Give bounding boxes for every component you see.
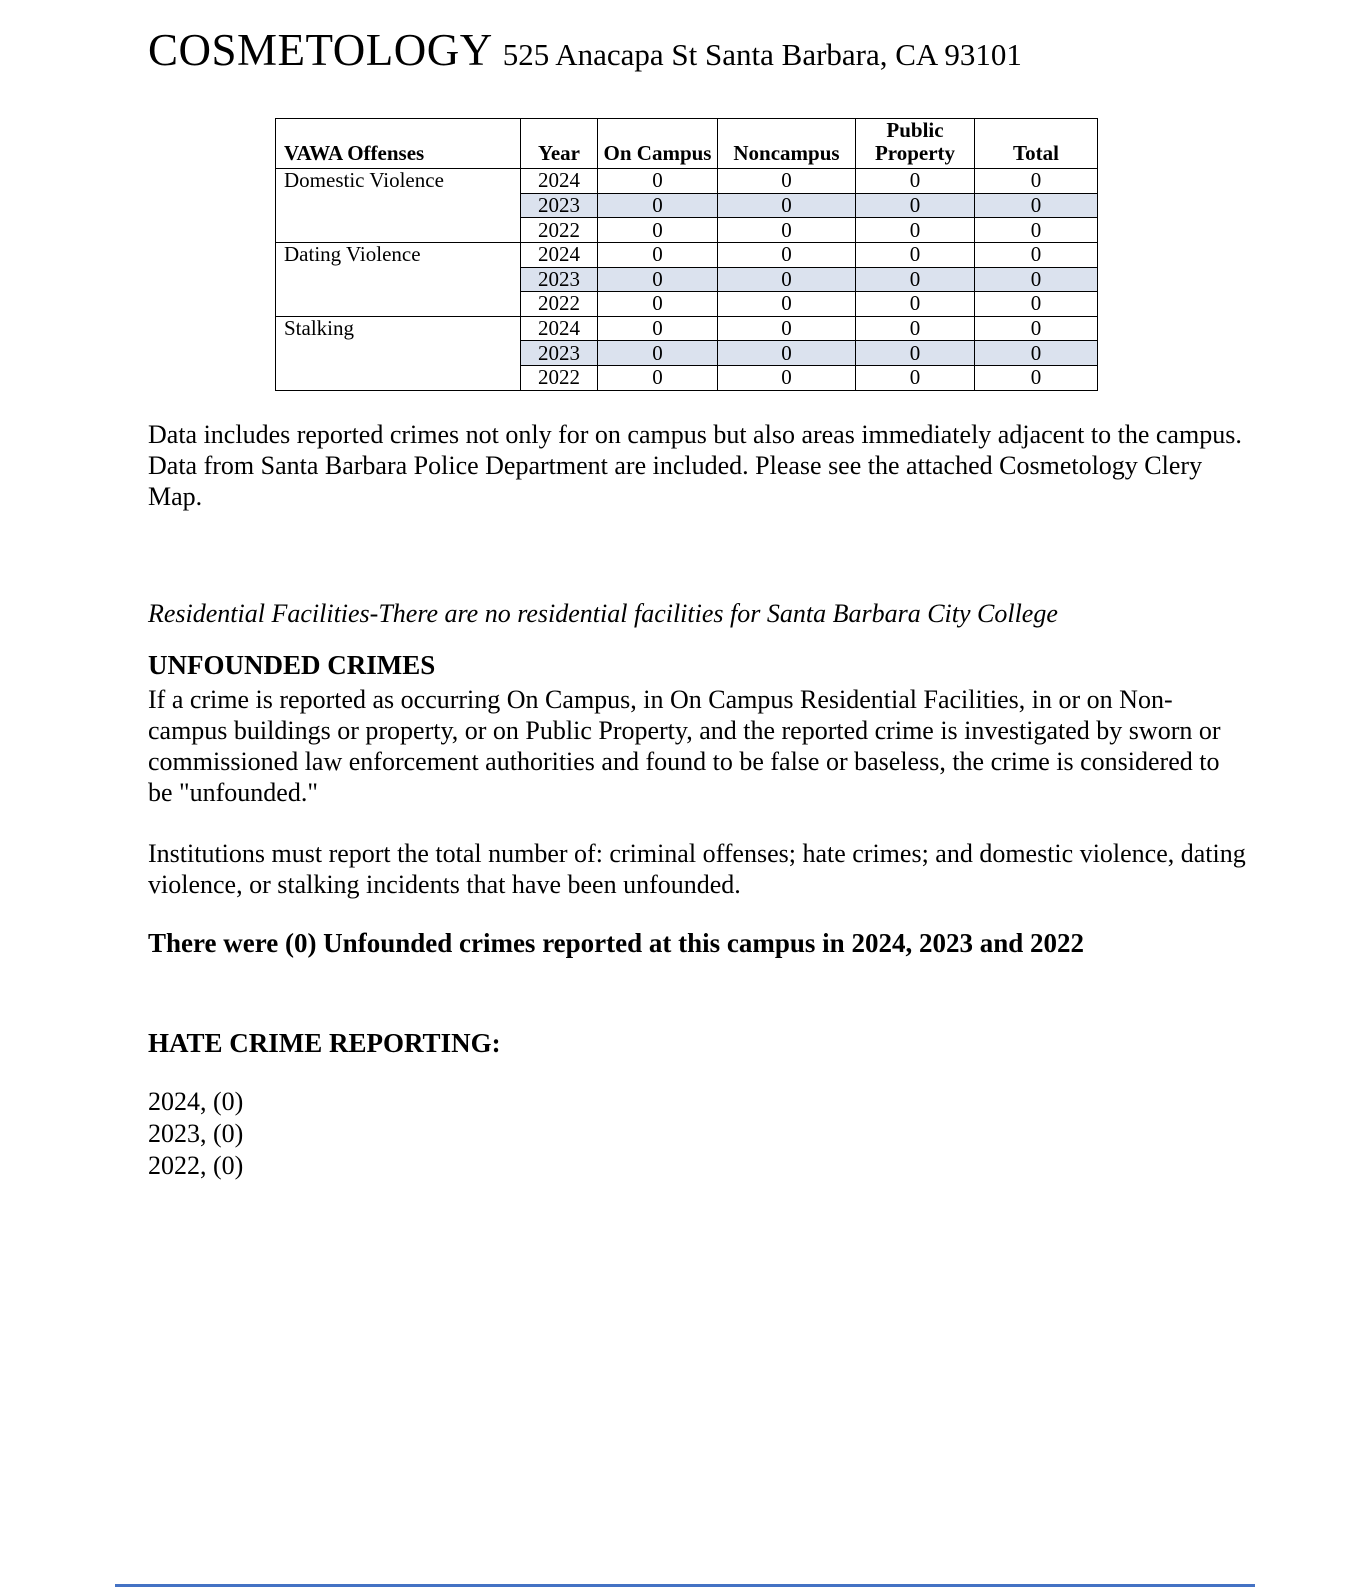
- year-cell: 2024: [521, 169, 598, 194]
- table-row: [276, 316, 1098, 341]
- value-cell: 0: [718, 169, 856, 194]
- data-note-paragraph: Data includes reported crimes not only for on campus but also areas immediately adjacent to the campus. Data from Santa Barbara Police Department are included. Please see the attached Cosmetology Clery Map.: [148, 420, 1242, 511]
- hate-crime-years-list: [148, 1086, 1248, 1182]
- year-cell: 2022: [521, 365, 598, 390]
- unfounded-statement: There were (0) Unfounded crimes reported at this campus in 2024, 2023 and 2022: [148, 928, 1084, 958]
- value-cell: 0: [975, 242, 1098, 267]
- hate-crime-heading: HATE CRIME REPORTING:: [148, 1028, 501, 1058]
- table-row: [276, 242, 1098, 267]
- value-cell: 0: [975, 267, 1098, 292]
- value-cell: 0: [856, 365, 975, 390]
- header-year: Year: [521, 119, 598, 169]
- vawa-offenses-table: [275, 118, 1098, 391]
- year-cell: 2023: [521, 267, 598, 292]
- header-on-campus: On Campus: [598, 119, 718, 169]
- unfounded-crimes-paragraph: If a crime is reported as occurring On Campus, in On Campus Residential Facilities, in or on Non-campus buildings or property, or on Public Property, and the reported crime is investigated by sworn or commissioned law enforcement authorities and found to be false or baseless, the crime is considered to be "unfounded.": [148, 685, 1221, 807]
- year-cell: 2024: [521, 316, 598, 341]
- value-cell: 0: [975, 169, 1098, 194]
- hate-year-2022: 2022, (0): [148, 1151, 244, 1180]
- value-cell: 0: [975, 341, 1098, 366]
- institutions-paragraph: Institutions must report the total number of: criminal offenses; hate crimes; and domestic violence, dating violence, or stalking incidents that have been unfounded.: [148, 839, 1246, 899]
- value-cell: 0: [856, 292, 975, 317]
- table-header-row: [276, 119, 1098, 169]
- value-cell: 0: [856, 341, 975, 366]
- value-cell: 0: [856, 316, 975, 341]
- value-cell: 0: [718, 242, 856, 267]
- value-cell: 0: [718, 292, 856, 317]
- value-cell: 0: [718, 365, 856, 390]
- value-cell: 0: [856, 267, 975, 292]
- value-cell: 0: [598, 292, 718, 317]
- year-cell: 2022: [521, 292, 598, 317]
- value-cell: 0: [598, 242, 718, 267]
- value-cell: 0: [856, 169, 975, 194]
- value-cell: 0: [598, 341, 718, 366]
- table-row: [276, 169, 1098, 194]
- value-cell: 0: [718, 316, 856, 341]
- value-cell: 0: [718, 267, 856, 292]
- year-cell: 2024: [521, 242, 598, 267]
- header-vawa-offenses: VAWA Offenses: [276, 119, 521, 169]
- hate-year-2023: 2023, (0): [148, 1119, 244, 1148]
- value-cell: 0: [598, 267, 718, 292]
- unfounded-crimes-heading: UNFOUNDED CRIMES: [148, 650, 436, 680]
- value-cell: 0: [856, 218, 975, 243]
- offense-cell: Domestic Violence: [276, 169, 521, 243]
- value-cell: 0: [856, 242, 975, 267]
- value-cell: 0: [598, 316, 718, 341]
- header-noncampus: Noncampus: [718, 119, 856, 169]
- value-cell: 0: [856, 193, 975, 218]
- value-cell: 0: [975, 316, 1098, 341]
- value-cell: 0: [718, 218, 856, 243]
- campus-address: 525 Anacapa St Santa Barbara, CA 93101: [502, 37, 1022, 72]
- value-cell: 0: [975, 292, 1098, 317]
- offense-cell: Dating Violence: [276, 242, 521, 316]
- value-cell: 0: [598, 218, 718, 243]
- value-cell: 0: [718, 193, 856, 218]
- header-total: Total: [975, 119, 1098, 169]
- page-title: [148, 24, 1022, 76]
- year-cell: 2022: [521, 218, 598, 243]
- year-cell: 2023: [521, 193, 598, 218]
- campus-name: COSMETOLOGY: [148, 25, 493, 75]
- value-cell: 0: [975, 218, 1098, 243]
- value-cell: 0: [975, 365, 1098, 390]
- value-cell: 0: [598, 169, 718, 194]
- value-cell: 0: [975, 193, 1098, 218]
- value-cell: 0: [598, 193, 718, 218]
- value-cell: 0: [718, 341, 856, 366]
- residential-facilities-note: Residential Facilities-There are no residential facilities for Santa Barbara City College: [148, 599, 1058, 628]
- value-cell: 0: [598, 365, 718, 390]
- bottom-divider: [115, 1584, 1255, 1587]
- hate-year-2024: 2024, (0): [148, 1087, 244, 1116]
- offense-cell: Stalking: [276, 316, 521, 390]
- year-cell: 2023: [521, 341, 598, 366]
- header-public-property: Public Property: [856, 119, 975, 169]
